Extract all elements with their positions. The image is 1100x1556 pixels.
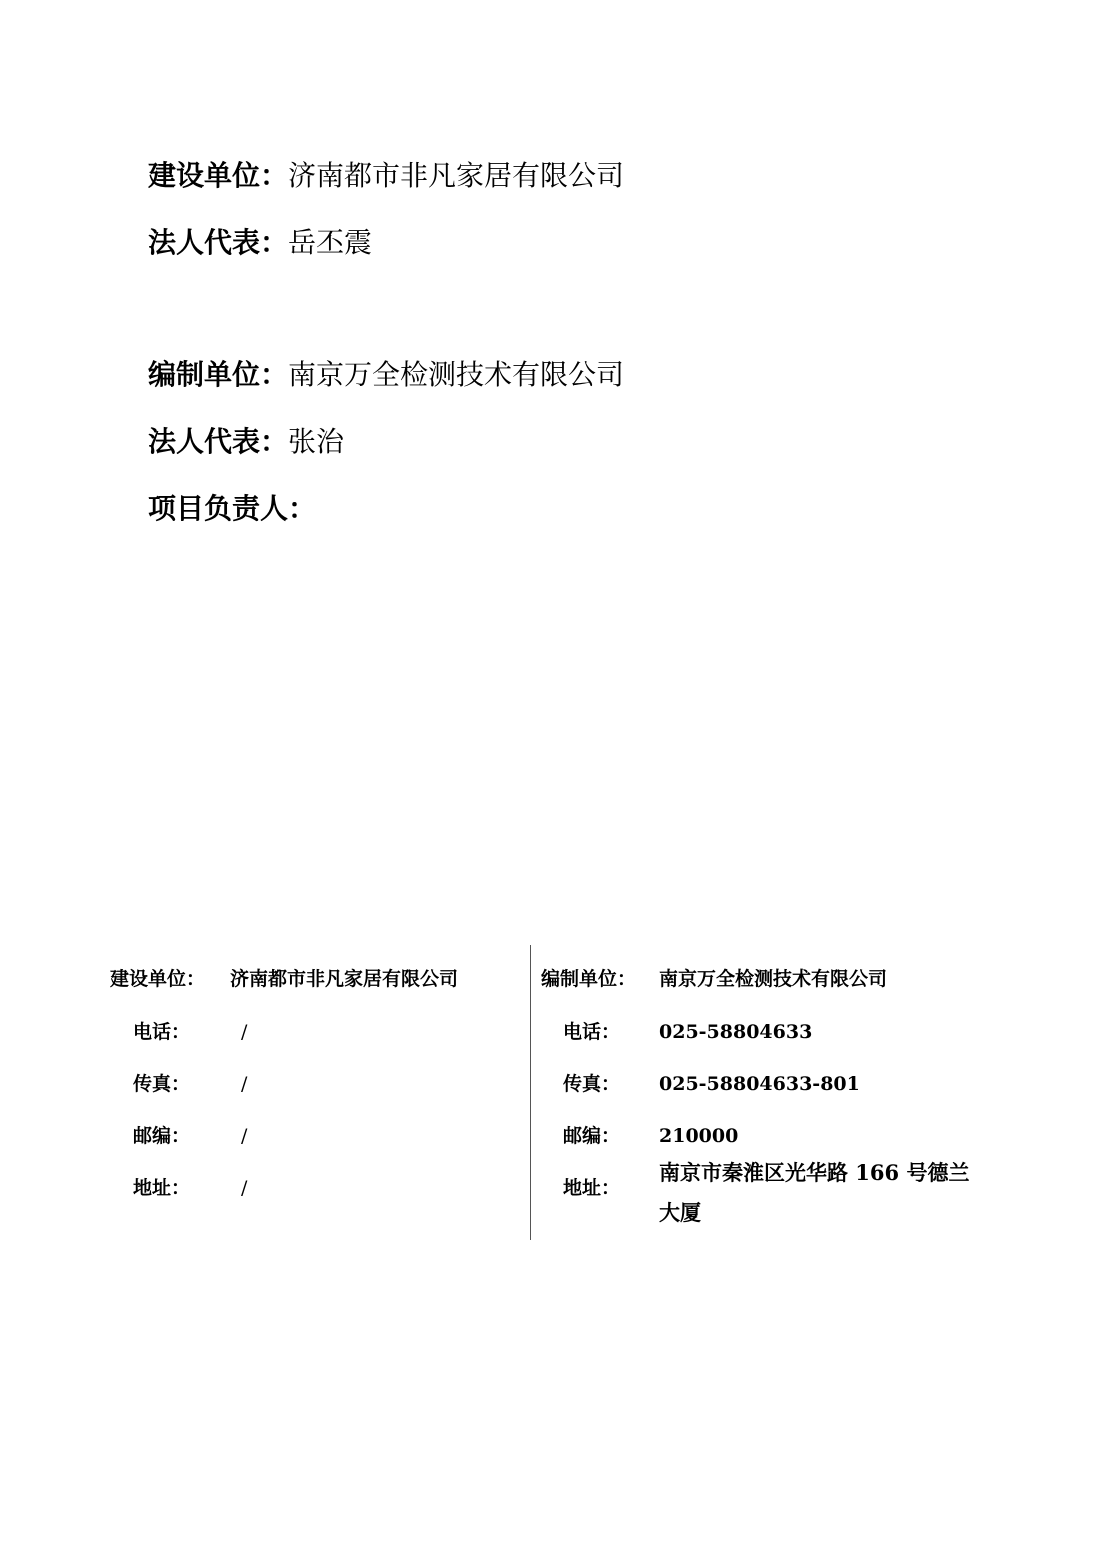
compiler-postcode-label: 邮编： bbox=[563, 1125, 621, 1147]
compiler-phone-label: 电话： bbox=[563, 1021, 621, 1043]
builder-unit-line bbox=[148, 156, 624, 196]
compiler-contact-unit-label: 编制单位： bbox=[541, 968, 637, 990]
builder-address-value: / bbox=[241, 1177, 248, 1199]
builder-postcode-label: 邮编： bbox=[133, 1125, 191, 1147]
compiler-address-value: 南京市秦淮区光华路 166 号德兰大厦 bbox=[659, 1160, 970, 1225]
compiler-unit-label: 编制单位： bbox=[148, 358, 289, 391]
compiler-postcode-value: 210000 bbox=[659, 1125, 739, 1147]
builder-unit-label: 建设单位： bbox=[148, 159, 289, 192]
builder-rep-value: 岳丕震 bbox=[288, 226, 373, 259]
compiler-unit-value: 南京万全检测技术有限公司 bbox=[288, 358, 625, 391]
builder-phone-label: 电话： bbox=[133, 1021, 191, 1043]
compiler-rep-line bbox=[148, 422, 344, 462]
vertical-divider bbox=[530, 945, 531, 1240]
builder-contact-unit-value: 济南都市非凡家居有限公司 bbox=[230, 968, 459, 990]
compiler-rep-label: 法人代表： bbox=[148, 425, 289, 458]
builder-address-label: 地址： bbox=[133, 1177, 191, 1199]
compiler-unit-line bbox=[148, 355, 624, 395]
project-lead-line bbox=[148, 489, 316, 529]
compiler-fax-value: 025-58804633-801 bbox=[659, 1073, 860, 1095]
compiler-rep-value: 张治 bbox=[288, 425, 345, 458]
project-lead-label: 项目负责人： bbox=[148, 492, 317, 525]
builder-rep-line bbox=[148, 223, 372, 263]
compiler-phone-value: 025-58804633 bbox=[659, 1021, 813, 1043]
compiler-fax-label: 传真： bbox=[563, 1073, 621, 1095]
builder-postcode-value: / bbox=[241, 1125, 248, 1147]
builder-phone-value: / bbox=[241, 1021, 248, 1043]
builder-fax-label: 传真： bbox=[133, 1073, 191, 1095]
builder-rep-label: 法人代表： bbox=[148, 226, 289, 259]
builder-contact-unit-label: 建设单位： bbox=[110, 968, 206, 990]
compiler-contact-unit-value: 南京万全检测技术有限公司 bbox=[659, 968, 888, 990]
builder-unit-value: 济南都市非凡家居有限公司 bbox=[288, 159, 625, 192]
compiler-address-label: 地址： bbox=[563, 1177, 621, 1199]
builder-fax-value: / bbox=[241, 1073, 248, 1095]
